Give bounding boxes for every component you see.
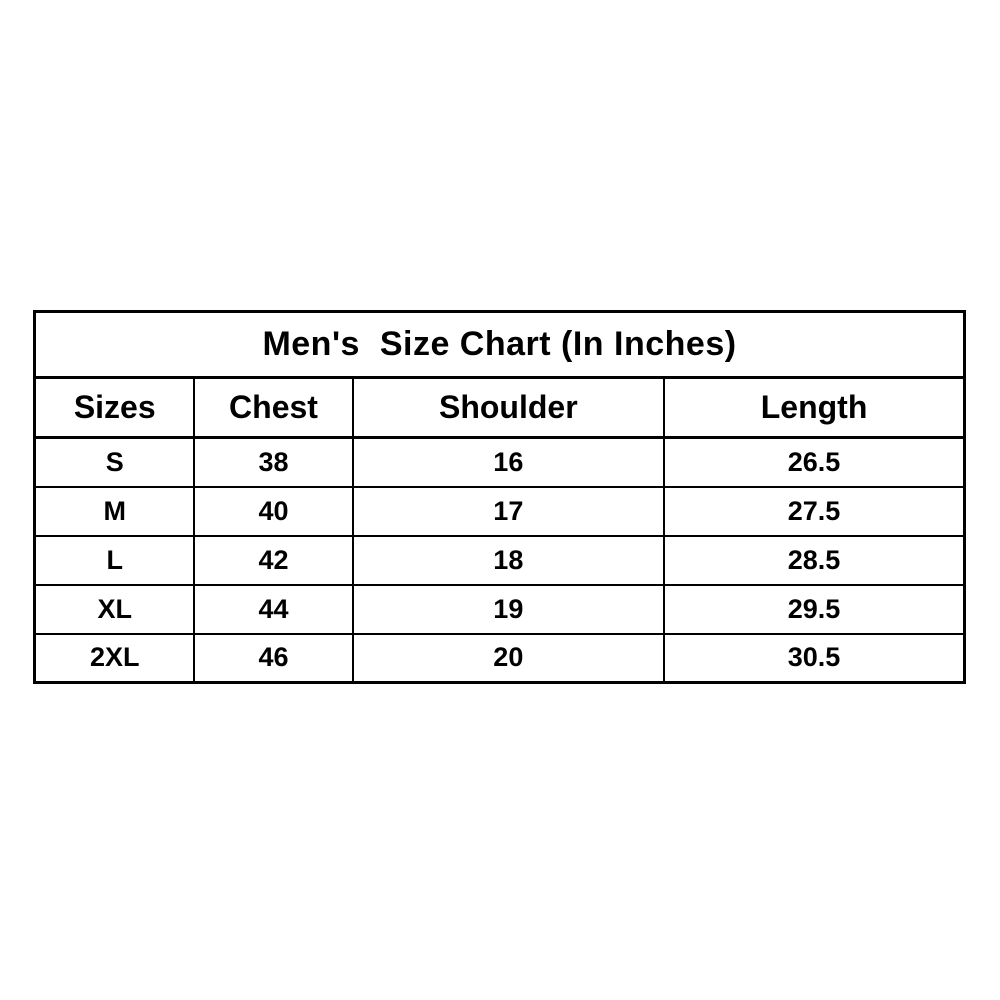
column-header-chest: Chest — [194, 378, 352, 438]
measurement-cell: 26.5 — [664, 438, 964, 487]
measurement-cell: 38 — [194, 438, 352, 487]
table-row-xl — [35, 585, 965, 634]
size-label-cell: 2XL — [35, 634, 195, 683]
column-header-shoulder: Shoulder — [353, 378, 665, 438]
measurement-cell: 42 — [194, 536, 352, 585]
column-header-length: Length — [664, 378, 964, 438]
size-chart-table — [33, 310, 966, 684]
measurement-cell: 20 — [353, 634, 665, 683]
table-header-row — [35, 378, 965, 438]
measurement-cell: 40 — [194, 487, 352, 536]
table-row-m — [35, 487, 965, 536]
table-row-l — [35, 536, 965, 585]
table-row-2xl — [35, 634, 965, 683]
measurement-cell: 44 — [194, 585, 352, 634]
table-row-s — [35, 438, 965, 487]
measurement-cell: 46 — [194, 634, 352, 683]
measurement-cell: 16 — [353, 438, 665, 487]
size-label-cell: L — [35, 536, 195, 585]
size-label-cell: XL — [35, 585, 195, 634]
column-header-sizes: Sizes — [35, 378, 195, 438]
measurement-cell: 19 — [353, 585, 665, 634]
measurement-cell: 17 — [353, 487, 665, 536]
measurement-cell: 29.5 — [664, 585, 964, 634]
table-title-row — [35, 312, 965, 378]
measurement-cell: 27.5 — [664, 487, 964, 536]
measurement-cell: 18 — [353, 536, 665, 585]
size-label-cell: M — [35, 487, 195, 536]
size-label-cell: S — [35, 438, 195, 487]
table-title: Men's Size Chart (In Inches) — [35, 312, 965, 378]
measurement-cell: 28.5 — [664, 536, 964, 585]
measurement-cell: 30.5 — [664, 634, 964, 683]
